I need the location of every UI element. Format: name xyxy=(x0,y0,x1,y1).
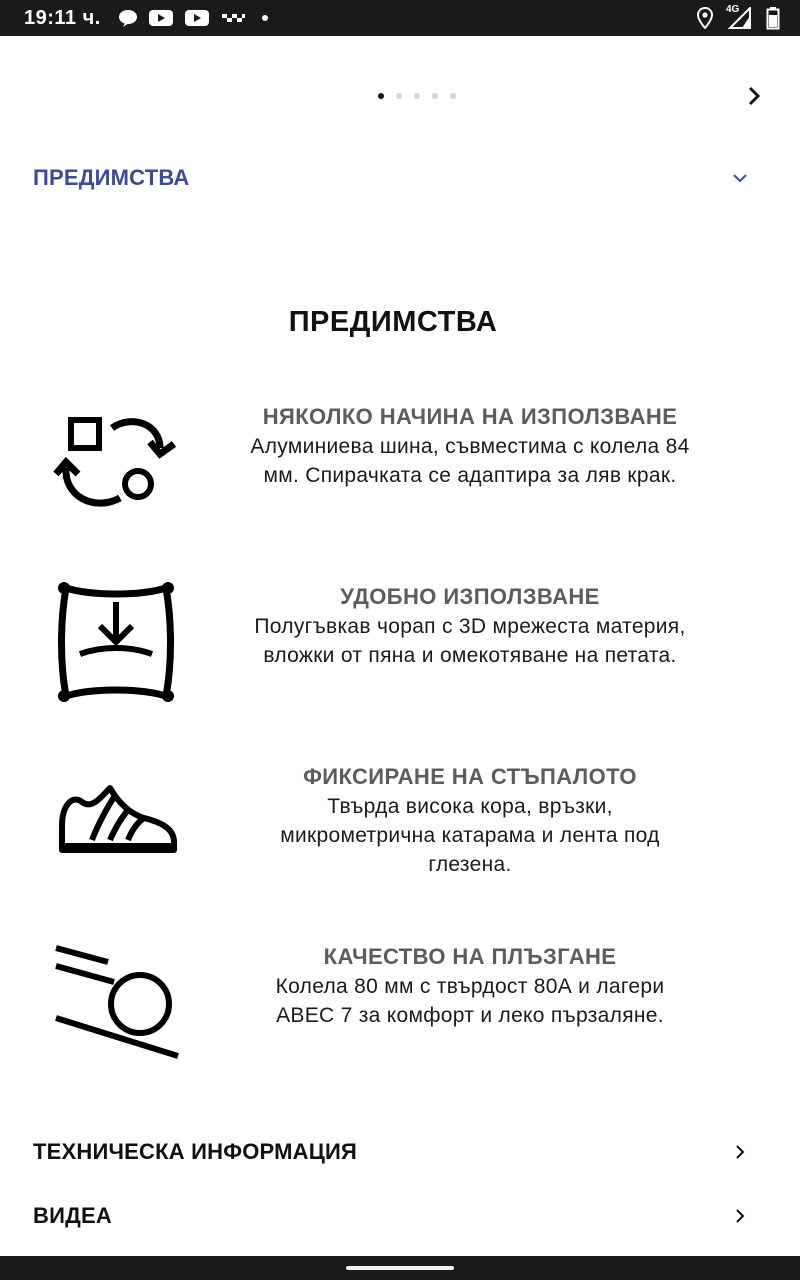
glide-icon xyxy=(52,942,180,1066)
location-icon xyxy=(696,7,714,29)
feature-title: ФИКСИРАНЕ НА СТЪПАЛОТО xyxy=(303,764,637,789)
status-time: 19:11 ч. xyxy=(24,7,101,29)
chat-bubble-icon xyxy=(118,8,138,28)
network-type: 4G xyxy=(726,4,740,15)
advantages-title: ПРЕДИМСТВА xyxy=(288,306,498,338)
carousel-dot[interactable] xyxy=(450,93,456,99)
carousel-dot[interactable] xyxy=(414,93,420,99)
accordion-advantages[interactable] xyxy=(0,148,800,208)
signal-icon xyxy=(726,4,752,29)
carousel-indicator xyxy=(378,93,456,99)
accordion-technical-info-label: ТЕХНИЧЕСКА ИНФОРМАЦИЯ xyxy=(33,1139,358,1164)
feature-title: НЯКОЛКО НАЧИНА НА ИЗПОЛЗВАНЕ xyxy=(262,404,678,429)
system-icons xyxy=(696,6,780,30)
chevron-right-icon xyxy=(728,1140,752,1164)
accordion-videos[interactable] xyxy=(0,1186,800,1246)
carousel-dot[interactable] xyxy=(396,93,402,99)
feature-item xyxy=(0,942,800,1072)
feature-item xyxy=(0,762,800,892)
feature-title: УДОБНО ИЗПОЛЗВАНЕ xyxy=(340,584,600,609)
feature-description: Твърда висока кора, връзки, микрометрична катарама и лента под глезена. xyxy=(280,795,660,876)
home-gesture-handle[interactable] xyxy=(346,1266,454,1270)
feature-description: Колела 80 мм с твърдост 80А и лагери ABEC 7 за комфорт и леко пързаляне. xyxy=(275,975,665,1027)
feature-item xyxy=(0,402,800,532)
feature-item xyxy=(0,582,800,712)
feature-title: КАЧЕСТВО НА ПЛЪЗГАНЕ xyxy=(323,944,617,969)
carousel-dot[interactable] xyxy=(432,93,438,99)
youtube-icon xyxy=(184,8,210,28)
foot-hold-icon xyxy=(52,762,180,886)
accordion-videos-label: ВИДЕА xyxy=(33,1203,112,1228)
accordion-advantages-label: ПРЕДИМСТВА xyxy=(33,165,190,190)
more-notifications-dot xyxy=(262,15,268,21)
navigation-bar xyxy=(0,1256,800,1280)
carousel-dot[interactable] xyxy=(378,93,384,99)
battery-icon xyxy=(766,6,780,30)
chevron-right-icon[interactable] xyxy=(742,84,766,108)
youtube-icon xyxy=(148,8,174,28)
cushion-icon xyxy=(52,582,180,706)
feature-description: Алуминиева шина, съвместима с колела 84 мм. Спирачката се адаптира за ляв крак. xyxy=(250,435,690,487)
convertible-icon xyxy=(52,402,180,526)
notification-icons xyxy=(118,8,268,28)
taxi-checker-icon xyxy=(220,8,246,28)
chevron-right-icon xyxy=(728,1204,752,1228)
status-bar xyxy=(0,0,800,36)
accordion-technical-info[interactable] xyxy=(0,1122,800,1182)
chevron-down-icon xyxy=(728,166,752,190)
feature-description: Полугъвкав чорап с 3D мрежеста материя, вложки от пяна и омекотяване на петата. xyxy=(254,615,686,667)
